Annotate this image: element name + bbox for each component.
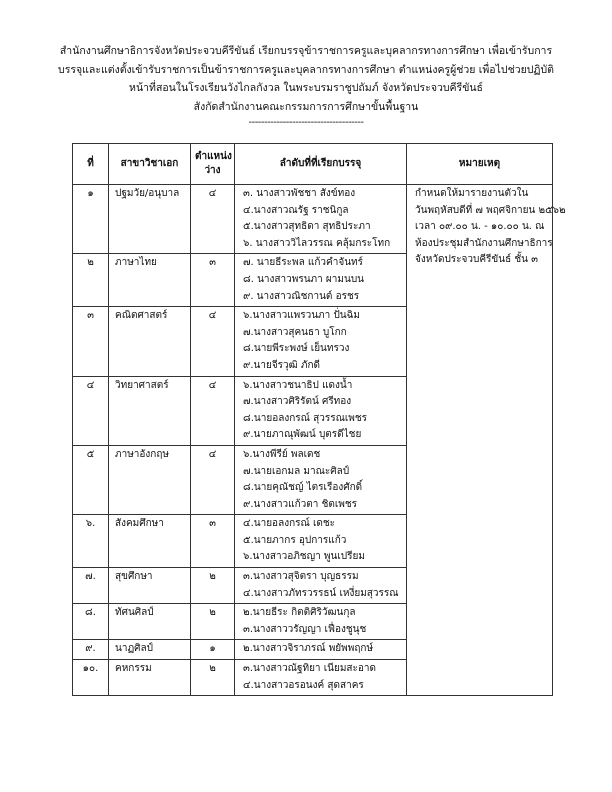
candidate-name: ๙.นายจีรวุฒิ ภักดี — [243, 359, 321, 371]
row-positions: ๒ — [191, 604, 235, 640]
candidate-name: ๖. นางสาววิไลวรรณ คลุ้มกระโทก — [243, 237, 391, 249]
remark-empty-cell — [407, 376, 553, 445]
remark-empty-cell — [407, 640, 553, 660]
candidate-name: ๓.นางสาวณัฐทิยา เนียมสะอาด — [243, 663, 377, 675]
row-subject: ทัศนศิลป์ — [109, 604, 191, 640]
header-order: ลำดับที่ที่เรียกบรรจุ — [235, 144, 407, 185]
remark-line: จังหวัดประจวบคีรีขันธ์ ชั้น ๓ — [415, 254, 539, 266]
row-subject: ภาษาไทย — [109, 254, 191, 307]
row-positions: ๑ — [191, 640, 235, 660]
header-remark: หมายเหตุ — [407, 144, 553, 185]
row-number: ๙. — [73, 640, 109, 660]
row-number: ๗. — [73, 568, 109, 604]
candidate-name: ๗.นายเอกมล มาณะศิลป์ — [243, 465, 350, 477]
candidate-name: ๖.นางสาวอภิชญา พูนเปรียม — [243, 551, 365, 563]
candidate-name: ๒.นายธีระ กิตติศิริวัฒนกุล — [243, 607, 356, 619]
candidate-name: ๓. นางสาวพัชชา สังข์ทอง — [243, 188, 356, 199]
table-header-row — [73, 144, 553, 185]
row-subject: สุขศึกษา — [109, 568, 191, 604]
table-row — [73, 185, 553, 254]
remark-empty-cell — [407, 568, 553, 604]
candidate-name: ๓.นางสาวสุจิตรา บุญธรรม — [243, 571, 359, 583]
row-number: ๖. — [73, 515, 109, 568]
row-subject: นาฏศิลป์ — [109, 640, 191, 660]
row-positions: ๒ — [191, 660, 235, 696]
header-line-2: บรรจุและแต่งตั้งเข้ารับราชการเป็นข้าราชการครูและบุคลากรทางการศึกษา ตำแหน่งครูผู้ช่วย เพื่อไปช่วยปฏิบัติ — [58, 63, 554, 76]
candidate-name: ๔.นางสาวอรอนงค์ สุดสาคร — [243, 679, 364, 691]
remark-cell — [407, 185, 566, 307]
row-number: ๕ — [73, 445, 109, 514]
row-number: ๒ — [73, 254, 109, 307]
row-subject: ปฐมวัย/อนุบาล — [109, 185, 191, 254]
candidate-name: ๗.นางสาวศิริรัตน์ ศรีทอง — [243, 396, 352, 408]
table-row — [73, 568, 553, 604]
remark-empty-cell — [407, 660, 553, 696]
candidate-name: ๙.นางสาวแก้วตา ชิตเพชร — [243, 498, 358, 510]
header-line-3: หน้าที่สอนในโรงเรียนวังไกลกังวล ในพระบรมราชูปถัมภ์ จังหวัดประจวบคีรีขันธ์ — [129, 82, 483, 94]
candidate-name: ๔.นายอลงกรณ์ เดชะ — [243, 518, 336, 530]
header-subject: สาขาวิชาเอก — [109, 144, 191, 185]
table-row — [73, 445, 553, 514]
table-row — [73, 307, 553, 376]
header-line-1: สำนักงานศึกษาธิการจังหวัดประจวบคีรีขันธ์ เรียกบรรจุข้าราชการครูและบุคลากรทางการศึกษา เพื่อเข้ารับการ — [59, 45, 553, 57]
row-names — [235, 515, 407, 568]
candidate-name: ๕.นางสาวสุทธิดา สุทธิประภา — [243, 221, 371, 233]
row-positions: ๔ — [191, 185, 235, 254]
document-header — [40, 42, 572, 130]
appointment-table — [72, 143, 566, 696]
candidate-name: ๓.นางสาววรัญญา เฟื่องชูนุช — [243, 623, 367, 635]
candidate-name: ๒.นางสาวจิราภรณ์ พยัพพฤกษ์ — [243, 643, 374, 655]
row-names — [235, 254, 407, 307]
candidate-name: ๘.นายอลงกรณ์ สุวรรณเพชร — [243, 412, 368, 424]
table-row — [73, 515, 553, 568]
remark-line: วันพฤหัสบดีที่ ๗ พฤศจิกายน ๒๕๖๒ — [415, 204, 566, 216]
candidate-name: ๔.นางสาวณรัฐ ราชนิกูล — [243, 204, 349, 216]
table-body — [73, 185, 566, 696]
candidate-name: ๗.นางสาวสุคนธา บูโกก — [243, 326, 347, 338]
row-positions: ๔ — [191, 376, 235, 445]
remark-line: กำหนดให้มารายงานตัวใน — [415, 188, 529, 199]
row-number: ๑๐. — [73, 660, 109, 696]
candidate-name: ๖.นางพีรีย์ พลเดช — [243, 448, 321, 460]
row-names — [235, 568, 407, 604]
header-positions: ตำแหน่งว่าง — [191, 144, 235, 185]
row-names — [235, 307, 407, 376]
remark-empty-cell — [407, 445, 553, 514]
candidate-name: ๘.นายคุณัชญ์ ไตรเรืองศักดิ์ — [243, 482, 363, 494]
row-positions: ๒ — [191, 568, 235, 604]
remark-empty-cell — [407, 515, 553, 568]
candidate-name: ๘. นางสาวพรนภา ผามนบน — [243, 273, 365, 285]
candidate-name: ๔.นางสาวภัทรวรรธน์ เหงี่ยมสุวรรณ — [243, 587, 399, 599]
row-names — [235, 185, 407, 254]
candidate-name: ๘.นายพีระพงษ์ เย็นทรวง — [243, 343, 350, 355]
row-subject: คหกรรม — [109, 660, 191, 696]
candidate-name: ๙.นายภาณุพัฒน์ บุตรดีไชย — [243, 429, 362, 441]
row-number: ๔ — [73, 376, 109, 445]
candidate-name: ๙. นางสาวณิชกานต์ อรชร — [243, 290, 360, 302]
row-number: ๓ — [73, 307, 109, 376]
row-names — [235, 604, 407, 640]
table-row — [73, 604, 553, 640]
remark-empty-cell — [407, 307, 553, 376]
remark-empty-cell — [407, 604, 553, 640]
row-positions: ๔ — [191, 307, 235, 376]
row-positions: ๔ — [191, 445, 235, 514]
row-number: ๑ — [73, 185, 109, 254]
header-no: ที่ — [73, 144, 109, 185]
row-names — [235, 660, 407, 696]
row-subject: สังคมศึกษา — [109, 515, 191, 568]
header-line-4: สังกัดสำนักงานคณะกรรมการการศึกษาขั้นพื้นฐาน — [193, 100, 419, 113]
candidate-name: ๖.นางสาวแพรวนภา ปั่นฉิม — [243, 310, 361, 322]
header-separator: ------------------------------------- — [248, 117, 364, 128]
row-number: ๘. — [73, 604, 109, 640]
row-positions: ๓ — [191, 254, 235, 307]
table-row — [73, 660, 553, 696]
candidate-name: ๖.นางสาวชนาธิป แดงน้ำ — [243, 379, 353, 391]
row-names — [235, 640, 407, 660]
row-names — [235, 445, 407, 514]
row-subject: วิทยาศาสตร์ — [109, 376, 191, 445]
table-row — [73, 376, 553, 445]
remark-line: เวลา ๐๙.๐๐ น. - ๑๐.๐๐ น. ณ — [415, 221, 545, 233]
candidate-name: ๗. นายธีระพล แก้วคำจันทร์ — [243, 257, 364, 269]
remark-line: ห้องประชุมสำนักงานศึกษาธิการ — [415, 237, 553, 249]
row-names — [235, 376, 407, 445]
candidate-name: ๕.นายภากร อุปการแก้ว — [243, 534, 347, 546]
row-positions: ๓ — [191, 515, 235, 568]
row-subject: คณิตศาสตร์ — [109, 307, 191, 376]
table-row — [73, 640, 553, 660]
row-subject: ภาษาอังกฤษ — [109, 445, 191, 514]
